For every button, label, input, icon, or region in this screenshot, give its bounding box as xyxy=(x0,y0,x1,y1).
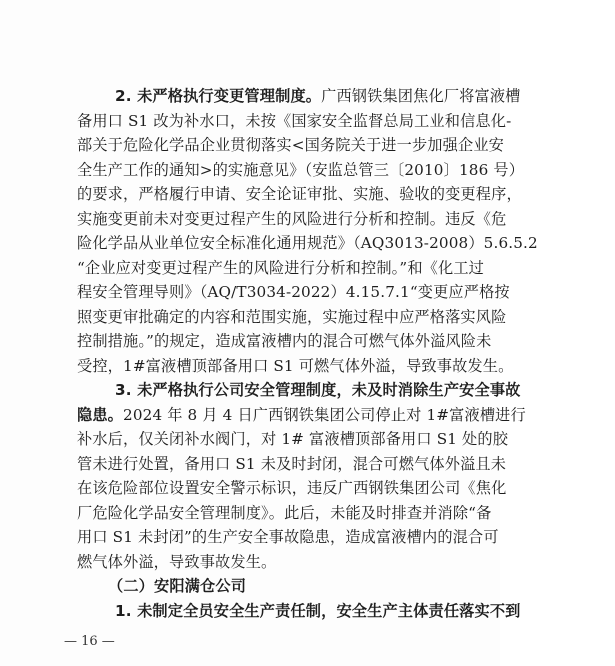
text-line-13: 3. 未严格执行公司安全管理制度，未及时消除生产安全事故 xyxy=(115,381,521,399)
text-line-7: 险化学品从业单位安全标准化通用规范》（AQ3013-2008）5.6.5.2 xyxy=(77,234,538,252)
page-number: — 16 — xyxy=(64,634,115,649)
text-line-14: 隐患。2024 年 8 月 4 日广西钢铁集团公司停止对 1#富液槽进行 xyxy=(77,405,526,424)
section-heading: （二）安阳满仓公司 xyxy=(108,577,247,595)
text-line-16: 管未进行处置，备用口 S1 未及时封闭，混合可燃气体外溢且未 xyxy=(77,454,507,473)
text-line-5: 的要求，严格履行申请、安全论证审批、实施、验收的变更程序， xyxy=(77,185,522,203)
text-line-18: 厂危险化学品安全管理制度》。此后，未能及时排查并消除“备 xyxy=(77,503,492,522)
text-line-11: 控制措施。”的规定，造成富液槽内的混合可燃气体外溢风险未 xyxy=(77,332,492,350)
text-line-12: 受控，1#富液槽顶部备用口 S1 可燃气体外溢，导致事故发生。 xyxy=(77,356,514,375)
text-line-8: “企业应对变更过程产生的风险进行分析和控制。”和《化工过 xyxy=(77,258,485,277)
text-line-4: 全生产工作的通知>的实施意见》（安监总管三〔2010〕186 号） xyxy=(77,160,525,179)
text-line-3: 部关于危险化学品企业贯彻落实<国务院关于进一步加强企业安 xyxy=(77,136,504,154)
text-line-1: 2. 未严格执行变更管理制度。广西钢铁集团焦化厂将富液槽 xyxy=(115,87,521,105)
text-line-10: 照变更审批确定的内容和范围实施，实施过程中应严格落实风险 xyxy=(77,307,507,326)
text-line-17: 在该危险部位设置安全警示标识，违反广西钢铁集团公司《焦化 xyxy=(77,479,507,497)
text-line-19: 用口 S1 未封闭”的生产安全事故隐患，造成富液槽内的混合可 xyxy=(77,528,499,546)
text-line-20: 燃气体外溢，导致事故发生。 xyxy=(77,552,277,571)
text-line-15: 补水后，仅关闭补水阀门，对 1# 富液槽顶部备用口 S1 处的胶 xyxy=(77,430,509,448)
text-line-9: 程安全管理导则》（AQ/T3034-2022）4.15.7.1“变更应严格按 xyxy=(77,283,510,301)
text-line-6: 实施变更前未对变更过程产生的风险进行分析和控制。违反《危 xyxy=(77,209,507,228)
text-line-22: 1. 未制定全员安全生产责任制，安全生产主体责任落实不到 xyxy=(115,601,521,620)
text-line-2: 备用口 S1 改为补水口，未按《国家安全监督总局工业和信息化- xyxy=(77,111,512,130)
